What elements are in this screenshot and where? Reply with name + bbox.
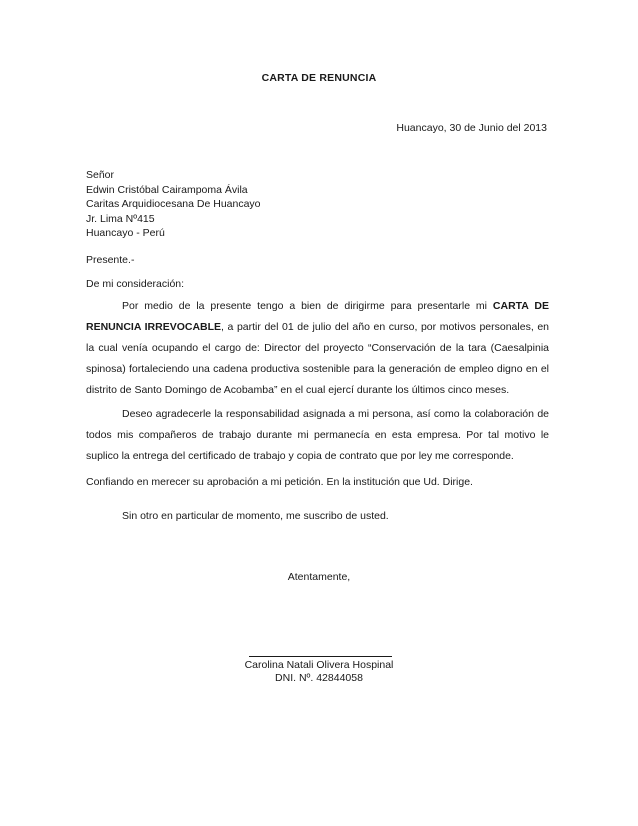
recipient-line: Edwin Cristóbal Cairampoma Ávila [86,183,248,196]
letter-date: Huancayo, 30 de Junio del 2013 [396,122,547,134]
signer-name: Carolina Natali Olivera Hospinal [244,659,394,671]
body-paragraph-3: Confiando en merecer su aprobación a mi petición. En la institución que Ud. Dirige. [86,476,473,488]
paragraph-text: , a partir del 01 de julio del año en curso, por motivos personales, en la cual venía ocupando el cargo de: Director del proyecto “Conservación de la tara (Caesalpinia spinosa) fortaleciendo una cadena productiva sostenible para la generación de empleo digno en el distrito de Santo Domingo de Acobamba” en el cual ejercí durante los últimos cinco meses. [86,321,549,396]
letter-title: CARTA DE RENUNCIA [261,72,377,84]
recipient-line: Jr. Lima Nº415 [86,212,155,225]
recipient-line: Caritas Arquidiocesana De Huancayo [86,198,261,210]
paragraph-bold-text: CARTA DE RENUNCIA IRREVOCABLE [86,300,549,333]
greeting: De mi consideración: [86,278,185,290]
signer-id: DNI. Nº. 42844058 [275,672,363,684]
signature-line [249,656,392,657]
recipient-line: Señor [86,169,115,181]
body-paragraph-4: Sin otro en particular de momento, me suscribo de usted. [122,510,389,522]
closing: Atentamente, [287,571,351,583]
body-paragraph-1 [86,296,549,401]
recipient-block [86,168,261,241]
paragraph-text: Por medio de la presente tengo a bien de dirigirme para presentarle mi [122,300,493,312]
signature-block [0,656,638,685]
body-paragraph-2: Deseo agradecerle la responsabilidad asignada a mi persona, así como la colaboración de todos mis compañeros de trabajo durante mi permanecía en esta empresa. Por tal motivo le suplico la entrega del certificado de trabajo y copia de contrato que por ley me corresponde. [86,408,549,462]
recipient-line: Huancayo - Perú [86,227,165,239]
salutation: Presente.- [86,254,135,266]
